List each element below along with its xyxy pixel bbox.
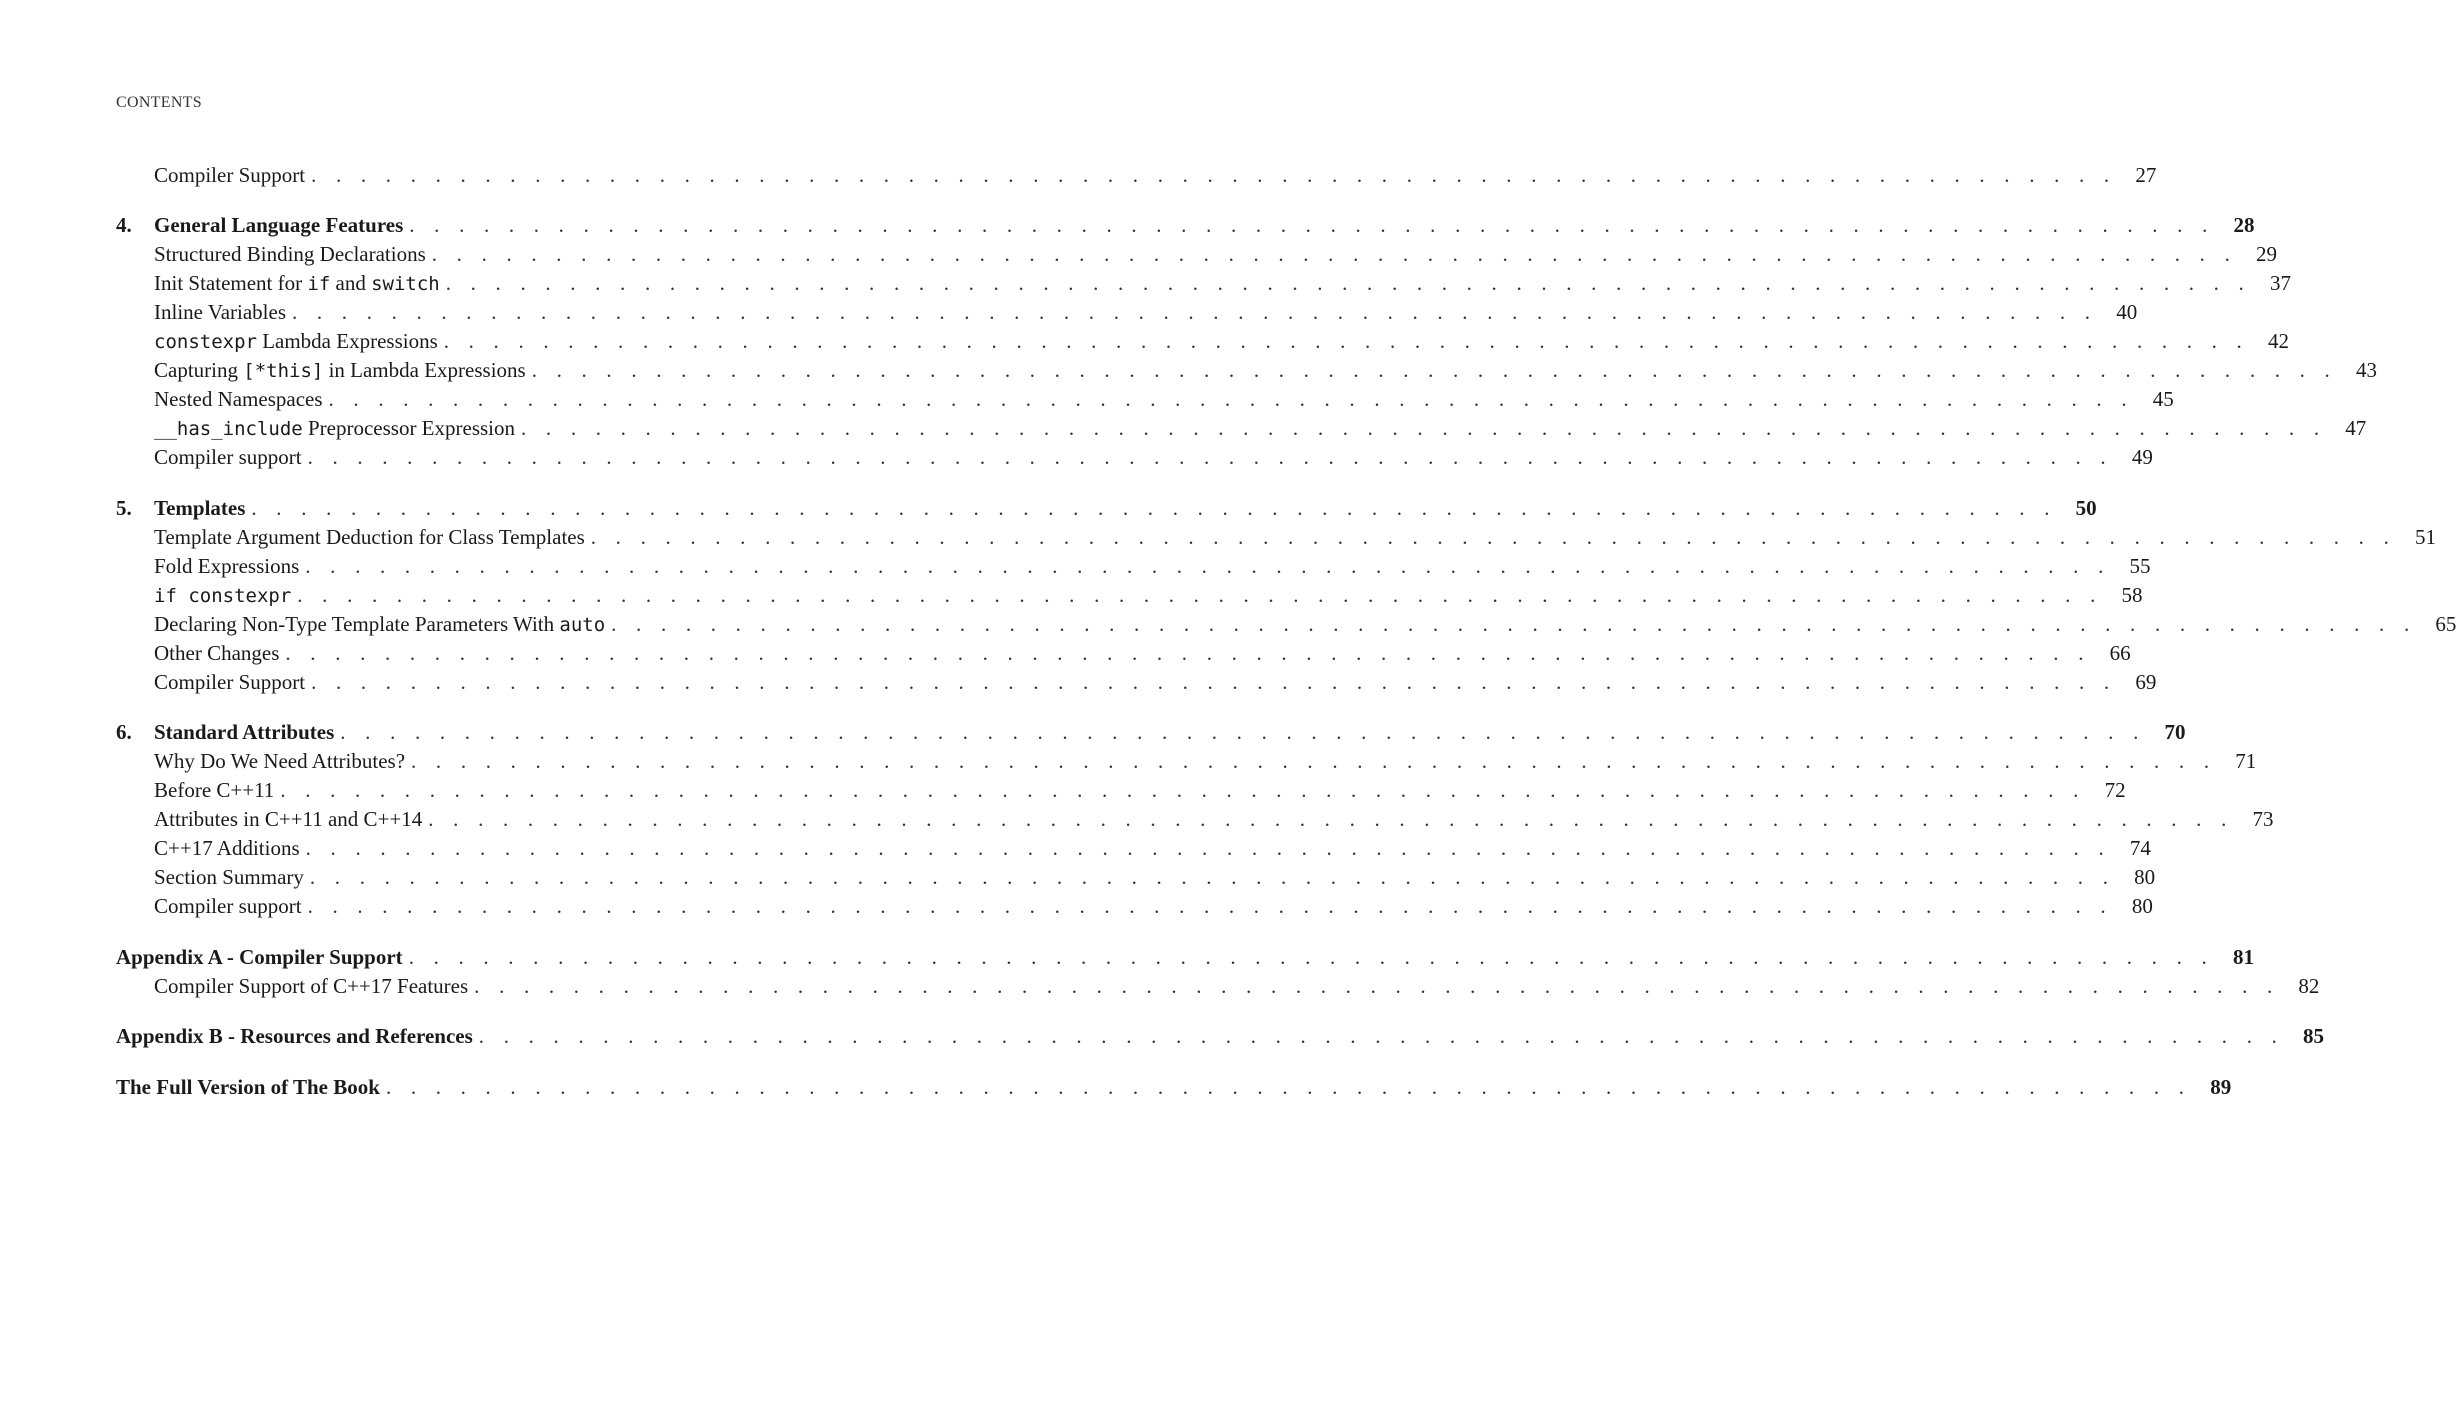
toc-title [116,1022,473,1051]
toc-title-text: Compiler Support [154,163,306,187]
toc-line [154,385,2174,414]
toc-title [154,863,304,892]
toc-dot-leader: . . . . . . . . . . . . . . . . . . . . . . . . . . . . . . . . . . . . . . . . . . . . . . . . . . . . . . . . . . . . . . . . . . . . . . . . . [478,1024,2285,1048]
toc-page-number: 71 [2235,749,2257,773]
toc-dot-leader: . . . . . . . . . . . . . . . . . . . . . . . . . . . . . . . . . . . . . . . . . . . . . . . . . . . . . . . . . . . . . . . . . . . . . . . . . [431,242,2238,266]
toc-section-entry[interactable] [0,610,2456,639]
toc-line [154,356,2377,386]
toc-title-text: and [330,271,372,295]
toc-page-number: 43 [2355,358,2377,382]
toc-title-text: Capturing [154,358,244,382]
toc-dot-leader: . . . . . . . . . . . . . . . . . . . . . . . . . . . . . . . . . . . . . . . . . . . . . . . . . . . . . . . . . . . . . . . . . . . . . . . . . [474,974,2280,998]
toc-title-text: Compiler Support [154,670,306,694]
toc-line [154,414,2367,444]
toc-section-entry[interactable] [0,805,2274,834]
toc-title-code: __has_include [154,418,303,440]
toc-title-code: switch [371,273,440,295]
toc-line [154,863,2156,892]
toc-line [154,805,2274,834]
toc-title-text: Template Argument Deduction for Class Templates [154,525,585,549]
toc-title [154,718,334,747]
toc-title [154,668,305,697]
toc-section-entry[interactable] [0,327,2289,356]
toc-title-text: Section Summary [154,865,304,889]
toc-title [154,414,515,444]
toc-line [154,892,2153,921]
toc-line [154,639,2131,668]
toc-section-entry[interactable] [0,356,2377,385]
toc-section-entry[interactable] [0,834,2151,863]
toc-page-number: 51 [2415,525,2437,549]
running-head: CONTENTS [116,94,202,111]
toc-line [154,327,2289,357]
toc-page-number: 70 [2164,720,2186,744]
toc-title-text: Before C++11 [154,778,275,802]
toc-title [154,776,274,805]
toc-page-number: 85 [2303,1024,2325,1048]
toc-title-text: Templates [154,496,246,520]
toc-title-text: Structured Binding Declarations [154,242,426,266]
toc-section-entry[interactable] [0,161,2157,190]
toc-page-number: 47 [2345,416,2367,440]
toc-appendix-entry[interactable] [0,1073,2232,1102]
toc-section-entry[interactable] [0,892,2153,921]
toc-page-number: 73 [2252,807,2274,831]
toc-title-code: auto [559,614,606,636]
toc-page-number: 49 [2131,445,2153,469]
toc-title-text: Why Do We Need Attributes? [154,749,406,773]
toc-title-text: Init Statement for [154,271,308,295]
toc-dot-leader: . . . . . . . . . . . . . . . . . . . . . . . . . . . . . . . . . . . . . . . . . . . . . . . . . . . . . . . . . . . . . . . . . . . . . . . . . [408,945,2214,969]
toc-title [154,805,422,834]
toc-dot-leader: . . . . . . . . . . . . . . . . . . . . . . . . . . . . . . . . . . . . . . . . . . . . . . . . . . . . . . . . . . . . . . . . . . . . . . . . . [311,163,2117,187]
toc-page-number: 45 [2152,387,2174,411]
toc-title-code: constexpr [154,331,257,353]
toc-line [154,581,2143,611]
toc-section-entry[interactable] [0,552,2151,581]
toc-dot-leader: . . . . . . . . . . . . . . . . . . . . . . . . . . . . . . . . . . . . . . . . . . . . . . . . . . . . . . . . . . . . . . . . . . . . . . . . . [428,807,2234,831]
toc-page-number: 28 [2233,213,2255,237]
toc-title-code: if [307,273,331,295]
toc-title [154,161,305,190]
toc-line [154,834,2151,863]
toc-dot-leader: . . . . . . . . . . . . . . . . . . . . . . . . . . . . . . . . . . . . . . . . . . . . . . . . . . . . . . . . . . . . . . . . . . . . . . . . . [411,749,2217,773]
toc-page-number: 72 [2104,778,2126,802]
toc-page-number: 37 [2270,271,2291,295]
toc-title-text: Compiler Support of C++17 Features [154,974,469,998]
toc-line [154,240,2278,269]
toc-dot-leader: . . . . . . . . . . . . . . . . . . . . . . . . . . . . . . . . . . . . . . . . . . . . . . . . . . . . . . . . . . . . . . . . . . . . . . . . . [305,554,2111,578]
toc-title [154,269,440,299]
toc-dot-leader: . . . . . . . . . . . . . . . . . . . . . . . . . . . . . . . . . . . . . . . . . . . . . . . . . . . . . . . . . . . . . . . . . . . . . . . . . [307,445,2113,469]
toc-title-text: Lambda Expressions [256,329,438,353]
toc-chapter-entry[interactable] [0,718,2186,747]
toc-title [154,356,526,386]
toc-title-text: C++17 Additions [154,836,300,860]
toc-page-number: 27 [2135,163,2157,187]
toc-line [154,747,2257,776]
toc-dot-leader: . . . . . . . . . . . . . . . . . . . . . . . . . . . . . . . . . . . . . . . . . . . . . . . . . . . . . . . . . . . . . . . . . . . . . . . . . [251,496,2057,520]
toc-title [154,552,299,581]
toc-section-entry[interactable] [0,776,2126,805]
toc-page-number: 40 [2116,300,2138,324]
toc-dot-leader: . . . . . . . . . . . . . . . . . . . . . . . . . . . . . . . . . . . . . . . . . . . . . . . . . . . . . . . . . . . . . . . . . . . . . . . . . [297,583,2103,607]
toc-chapter-entry[interactable] [0,211,2255,240]
toc-title-code: if constexpr [154,585,292,607]
toc-line [154,298,2138,327]
toc-dot-leader: . . . . . . . . . . . . . . . . . . . . . . . . . . . . . . . . . . . . . . . . . . . . . . . . . . . . . . . . . . . . . . . . . . . . . . . . . [280,778,2086,802]
toc-title [154,610,605,640]
toc-dot-leader: . . . . . . . . . . . . . . . . . . . . . . . . . . . . . . . . . . . . . . . . . . . . . . . . . . . . . . . . . . . . . . . . . . . . . . . . . [531,358,2337,382]
toc-title [116,1073,380,1102]
toc-page-number: 66 [2109,641,2131,665]
toc-dot-leader: . . . . . . . . . . . . . . . . . . . . . . . . . . . . . . . . . . . . . . . . . . . . . . . . . . . . . . . . . . . . . . . . . . . . . . . . . [385,1075,2192,1099]
toc-line [154,494,2097,523]
toc-title-text: Inline Variables [154,300,286,324]
toc-title [154,385,323,414]
toc-line [154,776,2126,805]
toc-line [154,269,2291,299]
toc-line [116,943,2254,972]
toc-title [154,240,426,269]
toc-section-entry[interactable] [0,240,2278,269]
toc-line [154,161,2157,190]
toc-title-text: Nested Namespaces [154,387,323,411]
toc-page-number: 82 [2298,974,2320,998]
toc-page-number: 89 [2210,1075,2232,1099]
toc-section-entry[interactable] [0,747,2257,776]
toc-dot-leader: . . . . . . . . . . . . . . . . . . . . . . . . . . . . . . . . . . . . . . . . . . . . . . . . . . . . . . . . . . . . . . . . . . . . . . . . . [445,271,2251,295]
toc-appendix-entry[interactable] [0,943,2254,972]
toc-page-number: 55 [2129,554,2151,578]
toc-dot-leader: . . . . . . . . . . . . . . . . . . . . . . . . . . . . . . . . . . . . . . . . . . . . . . . . . . . . . . . . . . . . . . . . . . . . . . . . . [590,525,2397,549]
toc-dot-leader: . . . . . . . . . . . . . . . . . . . . . . . . . . . . . . . . . . . . . . . . . . . . . . . . . . . . . . . . . . . . . . . . . . . . . . . . . [521,416,2327,440]
toc-chapter-entry[interactable] [0,494,2097,523]
toc-line [154,552,2151,581]
toc-title-text: The Full Version of The Book [116,1075,380,1099]
toc-page-number: 80 [2134,865,2156,889]
toc-dot-leader: . . . . . . . . . . . . . . . . . . . . . . . . . . . . . . . . . . . . . . . . . . . . . . . . . . . . . . . . . . . . . . . . . . . . . . . . . [443,329,2249,353]
toc-line [154,523,2437,552]
toc-section-entry[interactable] [0,414,2367,443]
toc-line [154,718,2186,747]
toc-page-number: 80 [2131,894,2153,918]
toc-section-entry[interactable] [0,269,2291,298]
toc-line [154,668,2157,697]
toc-title-text: in Lambda Expressions [323,358,526,382]
toc-page-number: 50 [2075,496,2097,520]
toc-title [154,747,405,776]
toc-title [116,943,403,972]
toc-title [154,443,302,472]
toc-section-entry[interactable] [0,972,2320,1001]
toc-title-text: General Language Features [154,213,404,237]
toc-section-entry[interactable] [0,639,2131,668]
toc-dot-leader: . . . . . . . . . . . . . . . . . . . . . . . . . . . . . . . . . . . . . . . . . . . . . . . . . . . . . . . . . . . . . . . . . . . . . . . . . [340,720,2146,744]
toc-line [116,1073,2232,1102]
toc-title [154,494,245,523]
toc-dot-leader: . . . . . . . . . . . . . . . . . . . . . . . . . . . . . . . . . . . . . . . . . . . . . . . . . . . . . . . . . . . . . . . . . . . . . . . . . [305,836,2111,860]
toc-title [154,327,438,357]
toc-section-entry[interactable] [0,863,2156,892]
toc-title-text: Appendix B - Resources and References [116,1024,473,1048]
toc-section-entry[interactable] [0,385,2174,414]
toc-title-text: Appendix A - Compiler Support [116,945,403,969]
toc-title [154,523,585,552]
toc-title-code: [*this] [243,360,324,382]
toc-title [154,639,279,668]
toc-chapter-number: 5. [116,496,132,520]
toc-dot-leader: . . . . . . . . . . . . . . . . . . . . . . . . . . . . . . . . . . . . . . . . . . . . . . . . . . . . . . . . . . . . . . . . . . . . . . . . . [307,894,2113,918]
toc-line [154,972,2320,1001]
toc-title [154,972,468,1001]
toc-title-text: Compiler support [154,445,302,469]
toc-section-entry[interactable] [0,443,2153,472]
toc-section-entry[interactable] [0,298,2138,327]
toc-dot-leader: . . . . . . . . . . . . . . . . . . . . . . . . . . . . . . . . . . . . . . . . . . . . . . . . . . . . . . . . . . . . . . . . . . . . . . . . . [409,213,2215,237]
toc-dot-leader: . . . . . . . . . . . . . . . . . . . . . . . . . . . . . . . . . . . . . . . . . . . . . . . . . . . . . . . . . . . . . . . . . . . . . . . . . [285,641,2091,665]
toc-page-number: 65 [2435,612,2456,636]
toc-title-text: Standard Attributes [154,720,335,744]
toc-page-number: 69 [2135,670,2157,694]
toc-title [154,298,286,327]
toc-section-entry[interactable] [0,668,2157,697]
toc-page-number: 81 [2232,945,2254,969]
toc-dot-leader: . . . . . . . . . . . . . . . . . . . . . . . . . . . . . . . . . . . . . . . . . . . . . . . . . . . . . . . . . . . . . . . . . . . . . . . . . [311,670,2117,694]
toc-title [154,892,302,921]
toc-title-text: Compiler support [154,894,302,918]
toc-line [154,211,2255,240]
toc-line [154,443,2153,472]
toc-title [154,211,403,240]
toc-dot-leader: . . . . . . . . . . . . . . . . . . . . . . . . . . . . . . . . . . . . . . . . . . . . . . . . . . . . . . . . . . . . . . . . . . . . . . . . . [328,387,2134,411]
toc-title-text: Attributes in C++11 and C++14 [154,807,423,831]
toc-page-number: 29 [2256,242,2278,266]
toc-page-number: 42 [2268,329,2289,353]
toc-dot-leader: . . . . . . . . . . . . . . . . . . . . . . . . . . . . . . . . . . . . . . . . . . . . . . . . . . . . . . . . . . . . . . . . . . . . . . . . . [611,612,2417,636]
toc-page-number: 58 [2121,583,2143,607]
toc-page-number: 74 [2129,836,2151,860]
toc-title [154,581,291,611]
toc-title-text: Fold Expressions [154,554,300,578]
toc-line [154,610,2456,640]
toc-title [154,834,300,863]
toc-appendix-entry[interactable] [0,1022,2325,1051]
toc-title-text: Other Changes [154,641,280,665]
toc-dot-leader: . . . . . . . . . . . . . . . . . . . . . . . . . . . . . . . . . . . . . . . . . . . . . . . . . . . . . . . . . . . . . . . . . . . . . . . . . [309,865,2116,889]
toc-section-entry[interactable] [0,523,2437,552]
toc-section-entry[interactable] [0,581,2143,610]
toc-line [116,1022,2325,1051]
toc-chapter-number: 4. [116,213,132,237]
toc-title-text: Declaring Non-Type Template Parameters With [154,612,560,636]
toc-title-text: Preprocessor Expression [302,416,516,440]
toc-dot-leader: . . . . . . . . . . . . . . . . . . . . . . . . . . . . . . . . . . . . . . . . . . . . . . . . . . . . . . . . . . . . . . . . . . . . . . . . . [292,300,2098,324]
toc-chapter-number: 6. [116,720,132,744]
